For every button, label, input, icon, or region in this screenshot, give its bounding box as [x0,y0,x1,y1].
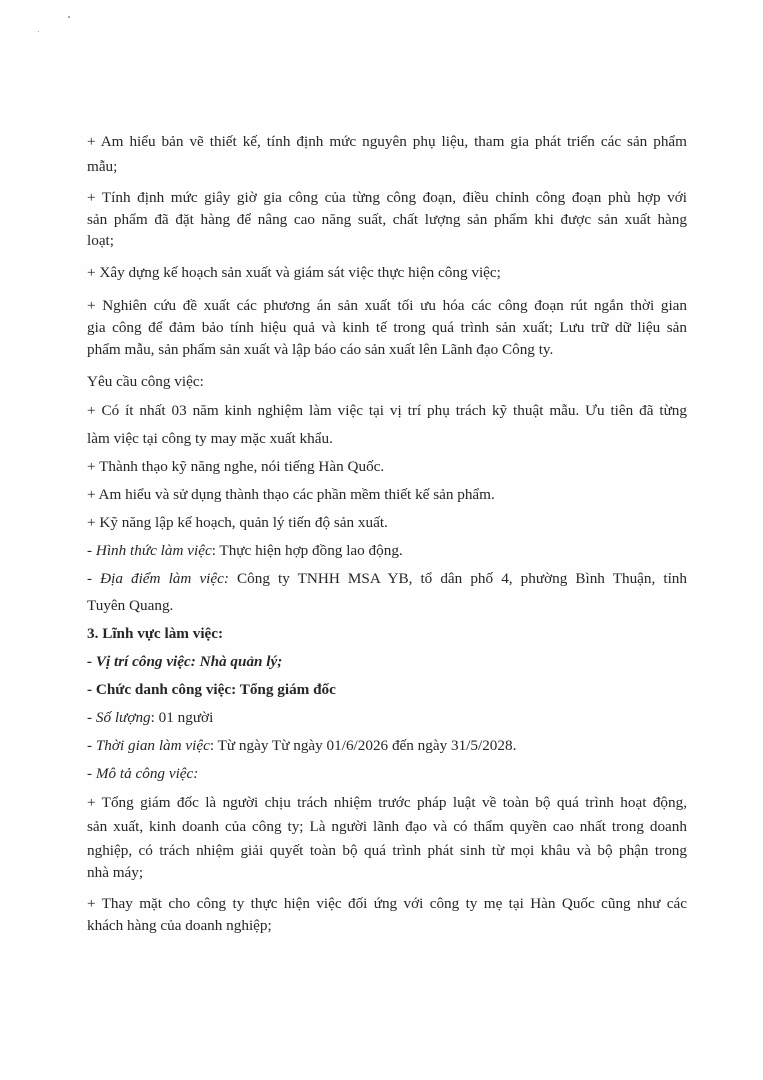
description-line-3: nghiệp, có trách nhiệm giải quyết toàn bộ quá trình phát sinh từ mọi khâu và bộ phận trong [87,842,687,859]
requirement-line-2: làm việc tại công ty may mặc xuất khẩu. [87,430,333,447]
duty-line-6: + Xây dựng kế hoạch sản xuất và giám sát việc thực hiện công việc; [87,264,501,281]
work-form-value: : Thực hiện hợp đồng lao động. [211,542,403,559]
quantity-line [87,708,213,728]
work-place-label: - Địa điểm làm việc: [87,570,229,587]
job-position: - Vị trí công việc: Nhà quản lý; [87,653,283,670]
section-3-heading: 3. Lĩnh vực làm việc: [87,625,224,642]
requirement-line-3: + Thành thạo kỹ năng nghe, nói tiếng Hàn Quốc. [87,458,385,475]
time-value: : Từ ngày Từ ngày 01/6/2026 đến ngày 31/5/2028. [209,737,517,754]
duty-line-8: gia công để đảm bảo tính hiệu quả và kinh tế trong quá trình sản xuất; Lưu trữ dữ liệu sản [87,319,687,336]
duty-line-9: phẩm mẫu, sản phẩm sản xuất và lập báo cáo sản xuất lên Lãnh đạo Công ty. [87,341,554,358]
duty-line-7: + Nghiên cứu đề xuất các phương án sản xuất tối ưu hóa các công đoạn rút ngắn thời gian [87,297,687,314]
duty-line-4: sản phẩm đã đặt hàng để nâng cao năng suất, chất lượng sản phẩm khi được sản xuất hàng [87,211,687,228]
time-line [87,736,516,756]
time-label: - Thời gian làm việc [87,737,210,754]
requirement-line-5: + Kỹ năng lập kế hoạch, quản lý tiến độ sản xuất. [87,514,388,531]
description-line-6: khách hàng của doanh nghiệp; [87,917,272,934]
duty-line-1: + Am hiểu bản vẽ thiết kế, tính định mức nguyên phụ liệu, tham gia phát triển các sản phẩm [87,133,687,150]
quantity-value: : 01 người [150,709,214,726]
description-heading: - Mô tả công việc: [87,765,199,782]
work-form-label: - Hình thức làm việc [87,542,212,559]
work-place-line-2: Tuyên Quang. [87,597,174,614]
duty-line-5: loạt; [87,232,114,249]
requirement-line-1: + Có ít nhất 03 năm kinh nghiệm làm việc tại vị trí phụ trách kỹ thuật mẫu. Ưu tiên đã từng [87,402,687,419]
duty-line-3: + Tính định mức giây giờ gia công của từng công đoạn, điều chỉnh công đoạn phù hợp với [87,189,687,206]
quantity-label: - Số lượng [87,709,151,726]
work-form-line [87,541,403,561]
work-place-line-1 [87,569,687,589]
description-line-2: sản xuất, kinh doanh của công ty; Là người lãnh đạo và có thẩm quyền cao nhất trong doanh [87,818,687,835]
requirements-heading: Yêu cầu công việc: [87,373,204,390]
description-line-5: + Thay mặt cho công ty thực hiện việc đối ứng với công ty mẹ tại Hàn Quốc cũng như các [87,895,687,912]
scan-speck [38,31,39,32]
scan-speck [68,16,70,18]
work-place-value: Công ty TNHH MSA YB, tổ dân phố 4, phường Bình Thuận, tỉnh [228,570,687,587]
job-title: - Chức danh công việc: Tổng giám đốc [87,681,336,698]
description-line-4: nhà máy; [87,864,144,881]
requirement-line-4: + Am hiểu và sử dụng thành thạo các phần mềm thiết kế sản phẩm. [87,486,495,503]
description-line-1: + Tổng giám đốc là người chịu trách nhiệm trước pháp luật về toàn bộ quá trình hoạt động, [87,794,687,811]
duty-line-2: mẫu; [87,158,118,175]
